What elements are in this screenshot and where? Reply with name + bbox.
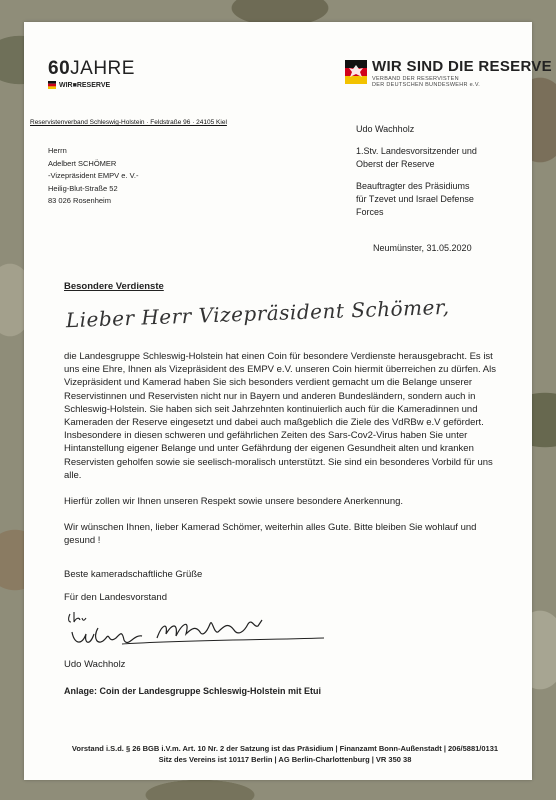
eagle-shield-icon <box>345 60 367 84</box>
signer-role-line: Beauftragter des Präsidiums <box>356 181 470 191</box>
enclosure-line: Anlage: Coin der Landesgruppe Schleswig-Holstein mit Etui <box>64 686 322 696</box>
body-paragraph: Hierfür zollen wir Ihnen unseren Respekt sowie unsere besondere Anerkennung. <box>64 496 404 508</box>
logo-subtitle-1: VERBAND DER RESERVISTEN <box>372 76 459 82</box>
logo-number: 60 <box>48 58 71 79</box>
letter-body <box>64 350 502 561</box>
letter-subject: Besondere Verdienste <box>64 281 164 292</box>
recipient-line: 83 026 Rosenheim <box>48 196 111 206</box>
logo-tagline: WIR■RESERVE <box>59 81 111 89</box>
flag-icon <box>48 81 56 89</box>
signer-info-block <box>356 124 477 219</box>
logo-subtitle-2: DER DEUTSCHEN BUNDESWEHR e.V. <box>372 82 481 88</box>
recipient-line: -Vizepräsident EMPV e. V.- <box>48 171 139 181</box>
signer-role-line: Forces <box>356 207 384 217</box>
logo-wordmark: WIR SIND DIE RESERVE <box>372 58 552 75</box>
recipient-line: Herrn <box>48 146 67 155</box>
sixty-years-logo <box>48 58 148 89</box>
handwritten-salutation: Lieber Herr Vizepräsident Schömer, <box>65 294 450 333</box>
closing-on-behalf: Für den Landesvorstand <box>64 592 167 603</box>
signer-title-line: Oberst der Reserve <box>356 159 435 169</box>
recipient-address <box>48 145 138 208</box>
recipient-line: Heilig-Blut-Straße 52 <box>48 183 118 193</box>
logo-word: JAHRE <box>70 58 135 79</box>
letter-date: Neumünster, 31.05.2020 <box>373 243 472 253</box>
body-paragraph: die Landesgruppe Schleswig-Holstein hat einen Coin für besondere Verdienste herausgebracht. Es ist uns eine Ehre, Ihnen als Vizepräsident des EMPV e.V. unseren Coin hiermit überreichen zu dürfen. Als Vizepräsident und Kamerad haben Sie sich besonders verdient gemacht um die Belange unserer Reservistinnen und Reservisten nicht nur in Bayern und anderen Bundesländern, sondern auch in Schleswig-Holstein. Sie haben sich seit Jahrzehnten kontinuierlich auch für die Kameradinnen und Kameraden der Reserve eingesetzt und dabei auch maßgeblich die Ziele des VdRBw e.V gefördert. Insbesondere in diesen schweren und gefährlichen Zeiten des Sars-Cov2-Virus haben Sie unter Hintanstellung eigener Belange und unter Gefährdung der eigenen Gesundheit alten und kranken Reservisten geholfen sowie sie seelisch-moralisch unterstützt. Sie sind ein besonderes Vorbild für uns alle. <box>64 351 496 481</box>
footer-line: Vorstand i.S.d. § 26 BGB i.V.m. Art. 10 Nr. 2 der Satzung ist das Präsidium | Finanzamt Bonn-Außenstadt | 206/5881/0131 <box>71 744 499 753</box>
recipient-line: Adelbert SCHÖMER <box>48 158 117 168</box>
footer-line: Sitz des Vereins ist 10117 Berlin | AG Berlin-Charlottenburg | VR 350 38 <box>158 755 412 764</box>
signer-info-name: Udo Wachholz <box>356 124 415 134</box>
signer-name: Udo Wachholz <box>64 659 126 670</box>
wir-sind-die-reserve-logo <box>345 58 552 92</box>
body-paragraph: Wir wünschen Ihnen, lieber Kamerad Schömer, weiterhin alles Gute. Bitte bleiben Sie wohlauf und gesund ! <box>64 522 477 547</box>
signer-role-line: für Tzevet und Israel Defense <box>356 194 474 204</box>
handwritten-signature <box>62 604 332 656</box>
closing-greeting: Beste kameradschaftliche Grüße <box>64 569 203 580</box>
sender-line: Reservistenverband Schleswig-Holstein · Feldstraße 96 · 24105 Kiel <box>30 119 227 126</box>
signer-title-line: 1.Stv. Landesvorsitzender und <box>356 146 477 156</box>
